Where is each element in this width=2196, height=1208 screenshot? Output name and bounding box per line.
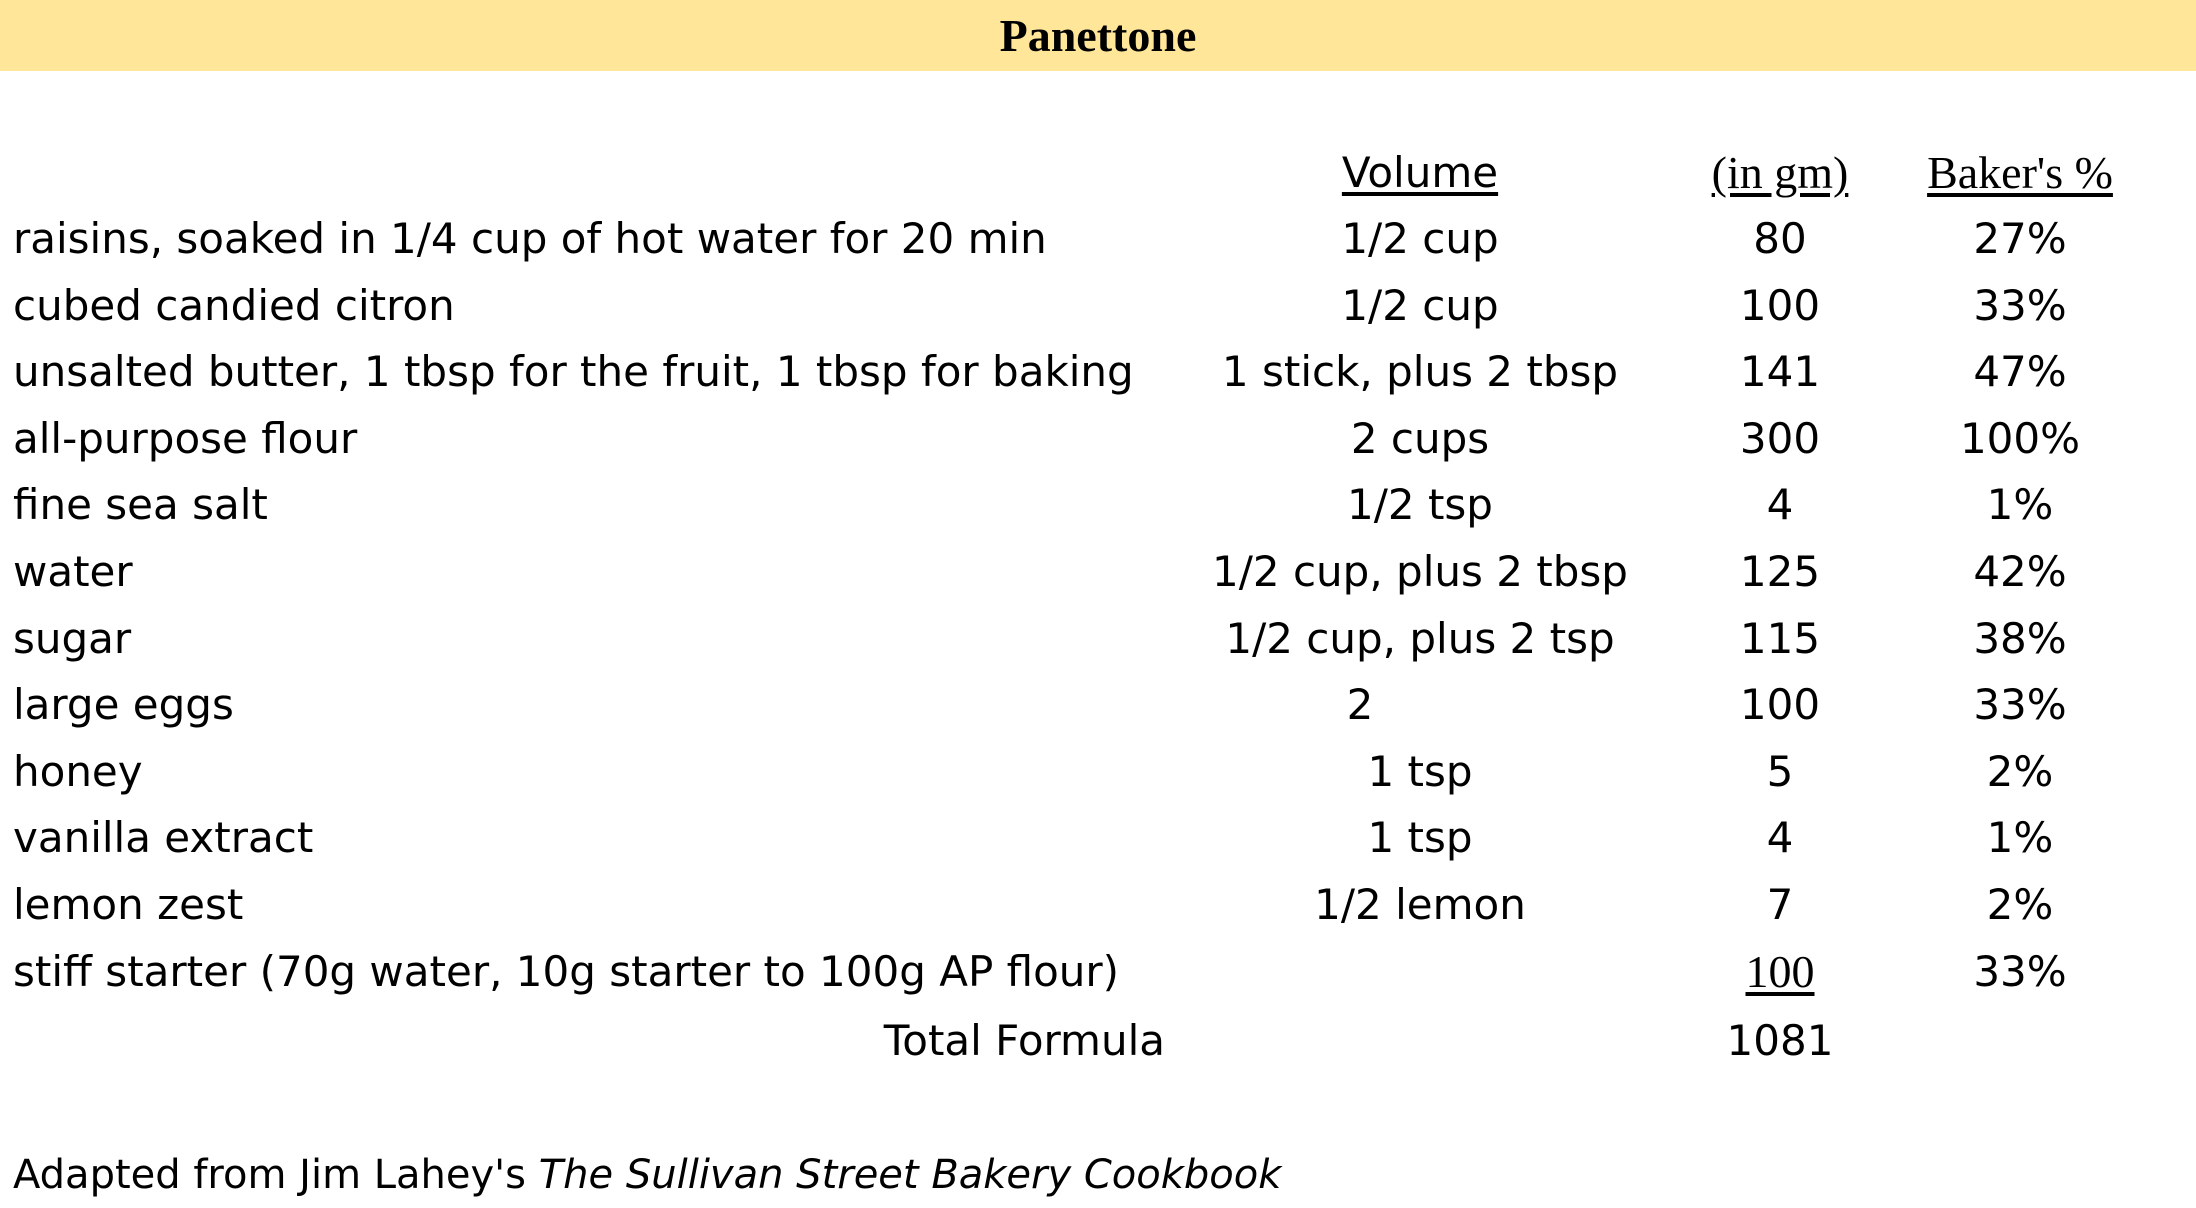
ingredient-bakers-pct: 38% — [1973, 613, 2067, 663]
ingredient-bakers-pct: 1% — [1986, 480, 2054, 530]
ingredient-name: cubed candied citron — [13, 280, 455, 330]
ingredient-name: lemon zest — [13, 880, 244, 929]
ingredient-volume: 1/2 cup, plus 2 tbsp — [1212, 547, 1628, 596]
total-row — [0, 1008, 2196, 1074]
table-row — [0, 805, 2196, 871]
ingredient-grams: 125 — [1739, 547, 1821, 596]
table-row — [0, 206, 2196, 272]
ingredient-bakers-pct: 42% — [1973, 547, 2067, 596]
footer-prefix: Adapted from Jim Lahey's — [13, 1152, 539, 1198]
total-grams: 1081 — [1726, 1016, 1834, 1065]
ingredient-bakers-pct: 1% — [1986, 813, 2054, 863]
ingredient-grams: 100 — [1739, 680, 1821, 730]
ingredient-bakers-pct: 33% — [1973, 946, 2067, 996]
ingredient-name: honey — [13, 746, 143, 796]
ingredient-name: unsalted butter, 1 tbsp for the fruit, 1 tbsp for baking — [13, 347, 1134, 397]
ingredient-name: fine sea salt — [13, 480, 268, 530]
ingredient-volume: 1 tsp — [1367, 813, 1473, 863]
table-row — [0, 273, 2196, 339]
ingredient-name: vanilla extract — [13, 813, 314, 863]
ingredient-volume — [1170, 939, 1670, 1005]
ingredient-grams: 5 — [1766, 746, 1794, 796]
ingredient-grams: 4 — [1766, 813, 1794, 863]
table-row — [0, 939, 2196, 1005]
page-title: Panettone — [999, 10, 1197, 61]
ingredient-bakers-pct: 47% — [1973, 347, 2067, 397]
ingredient-volume: 2 — [1346, 680, 1374, 730]
header-volume: Volume — [1341, 148, 1499, 197]
ingredient-volume: 1 stick, plus 2 tbsp — [1221, 347, 1619, 397]
ingredient-volume: 1/2 lemon — [1314, 880, 1526, 929]
ingredient-bakers-pct: 2% — [1986, 746, 2054, 796]
ingredient-grams: 300 — [1739, 413, 1821, 463]
table-row — [0, 472, 2196, 538]
ingredient-grams: 115 — [1739, 613, 1821, 663]
ingredient-name: large eggs — [13, 680, 234, 730]
ingredient-volume: 1/2 cup, plus 2 tsp — [1225, 613, 1615, 663]
table-row — [0, 672, 2196, 738]
header-grams: (in gm) — [1711, 147, 1849, 198]
footer-credit — [13, 1142, 1281, 1208]
table-row — [0, 539, 2196, 605]
total-label: Total Formula — [883, 1016, 1165, 1065]
ingredient-bakers-pct: 33% — [1973, 280, 2067, 330]
ingredient-name: all-purpose flour — [13, 413, 358, 463]
ingredient-grams: 7 — [1766, 880, 1794, 929]
ingredient-grams: 141 — [1739, 347, 1821, 397]
ingredient-volume: 1 tsp — [1367, 746, 1473, 796]
ingredient-volume: 1/2 tsp — [1347, 480, 1493, 530]
ingredient-grams: 80 — [1753, 214, 1807, 263]
ingredient-name: raisins, soaked in 1/4 cup of hot water for 20 min — [13, 214, 1047, 263]
header-bakers-pct: Baker's % — [1927, 147, 2113, 198]
ingredient-name: sugar — [13, 613, 132, 663]
ingredient-bakers-pct: 100% — [1959, 413, 2081, 463]
table-row — [0, 739, 2196, 805]
ingredient-name: stiff starter (70g water, 10g starter to 100g AP flour) — [13, 946, 1120, 996]
ingredient-bakers-pct: 27% — [1973, 214, 2067, 263]
table-row — [0, 406, 2196, 472]
ingredient-grams — [1680, 939, 1880, 1005]
ingredient-volume: 1/2 cup — [1341, 280, 1499, 330]
ingredient-grams: 4 — [1766, 480, 1794, 530]
table-row — [0, 606, 2196, 672]
ingredient-bakers-pct: 2% — [1986, 880, 2054, 929]
table-row — [0, 339, 2196, 405]
ingredient-bakers-pct: 33% — [1973, 680, 2067, 730]
ingredient-volume: 2 cups — [1350, 413, 1490, 463]
footer-book-title: The Sullivan Street Bakery Cookbook — [538, 1152, 1282, 1198]
ingredient-name: water — [13, 547, 133, 596]
table-row — [0, 872, 2196, 938]
title-bar — [0, 0, 2196, 71]
ingredient-volume: 1/2 cup — [1341, 214, 1499, 263]
ingredient-grams: 100 — [1739, 280, 1821, 330]
ingredient-grams-value: 100 — [1745, 945, 1815, 997]
